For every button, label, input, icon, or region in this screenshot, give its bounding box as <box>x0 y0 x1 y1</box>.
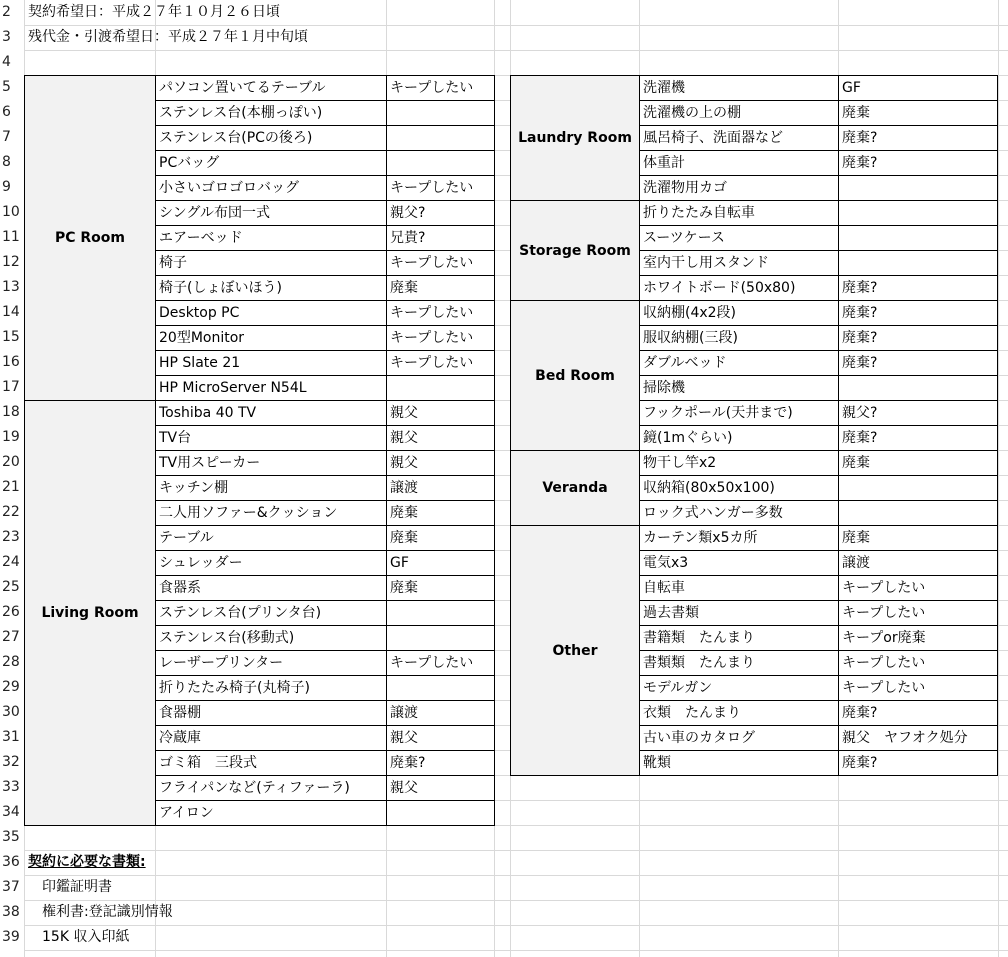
item-status-cell[interactable]: 廃棄 <box>386 575 495 601</box>
row-number[interactable]: 7 <box>2 129 11 145</box>
item-status-cell[interactable] <box>838 175 998 201</box>
room-label[interactable]: Living Room <box>24 400 156 826</box>
item-name-cell[interactable]: カーテン類x5カ所 <box>639 525 839 551</box>
item-name-cell[interactable]: 折りたたみ椅子(丸椅子) <box>155 675 387 701</box>
row-number[interactable]: 29 <box>2 679 20 695</box>
item-name-cell[interactable]: 食器棚 <box>155 700 387 726</box>
item-name-cell[interactable]: Desktop PC <box>155 300 387 326</box>
item-name-cell[interactable]: 服収納棚(三段) <box>639 325 839 351</box>
item-status-cell[interactable]: キープしたい <box>838 600 998 626</box>
item-name-cell[interactable]: ステンレス台(移動式) <box>155 625 387 651</box>
item-name-cell[interactable]: ステンレス台(本棚っぽい) <box>155 100 387 126</box>
row-number[interactable]: 18 <box>2 404 20 420</box>
row-number[interactable]: 28 <box>2 654 20 670</box>
row-number[interactable]: 36 <box>2 854 20 870</box>
item-status-cell[interactable]: 廃棄? <box>838 700 998 726</box>
row-number[interactable]: 17 <box>2 379 20 395</box>
item-status-cell[interactable]: 廃棄 <box>386 500 495 526</box>
item-name-cell[interactable]: 洗濯機の上の棚 <box>639 100 839 126</box>
item-status-cell[interactable]: 親父 ヤフオク処分 <box>838 725 998 751</box>
item-status-cell[interactable]: 廃棄 <box>386 275 495 301</box>
item-status-cell[interactable]: 兄貴? <box>386 225 495 251</box>
item-name-cell[interactable]: フライパンなど(ティファーラ) <box>155 775 387 801</box>
item-status-cell[interactable] <box>386 675 495 701</box>
item-status-cell[interactable] <box>386 150 495 176</box>
row-number[interactable]: 35 <box>2 829 20 845</box>
item-name-cell[interactable]: ホワイトボード(50x80) <box>639 275 839 301</box>
item-name-cell[interactable]: スーツケース <box>639 225 839 251</box>
item-status-cell[interactable] <box>838 375 998 401</box>
document-item[interactable]: 権利書:登記識別情報 <box>42 904 173 920</box>
row-number[interactable]: 2 <box>2 4 11 20</box>
item-name-cell[interactable]: 靴類 <box>639 750 839 776</box>
row-number[interactable]: 24 <box>2 554 20 570</box>
item-status-cell[interactable]: キープしたい <box>386 175 495 201</box>
handover-date[interactable]: 残代金・引渡希望日：平成２７年１月中旬頃 <box>28 29 308 45</box>
item-name-cell[interactable]: ダブルベッド <box>639 350 839 376</box>
item-name-cell[interactable]: 自転車 <box>639 575 839 601</box>
item-status-cell[interactable]: 親父 <box>386 725 495 751</box>
documents-title[interactable]: 契約に必要な書類: <box>28 854 146 870</box>
row-number[interactable]: 12 <box>2 254 20 270</box>
room-label[interactable]: Laundry Room <box>510 75 640 201</box>
item-name-cell[interactable]: パソコン置いてるテーブル <box>155 75 387 101</box>
item-name-cell[interactable]: HP Slate 21 <box>155 350 387 376</box>
item-name-cell[interactable]: 書類類 たんまり <box>639 650 839 676</box>
item-status-cell[interactable]: 廃棄? <box>838 325 998 351</box>
item-status-cell[interactable]: キープしたい <box>838 650 998 676</box>
gridline-horizontal <box>24 875 1008 876</box>
item-status-cell[interactable]: 廃棄 <box>838 450 998 476</box>
item-name-cell[interactable]: 冷蔵庫 <box>155 725 387 751</box>
item-name-cell[interactable]: シュレッダー <box>155 550 387 576</box>
item-status-cell[interactable] <box>838 500 998 526</box>
item-status-cell[interactable] <box>838 200 998 226</box>
item-status-cell[interactable]: 譲渡 <box>386 700 495 726</box>
item-status-cell[interactable]: 廃棄? <box>838 750 998 776</box>
room-label[interactable]: Bed Room <box>510 300 640 451</box>
item-status-cell[interactable] <box>838 475 998 501</box>
item-status-cell[interactable]: 廃棄? <box>386 750 495 776</box>
row-number[interactable]: 15 <box>2 329 20 345</box>
item-status-cell[interactable] <box>386 375 495 401</box>
item-status-cell[interactable]: 廃棄 <box>838 525 998 551</box>
document-item[interactable]: 15K 収入印紙 <box>42 929 130 945</box>
row-number[interactable]: 5 <box>2 79 11 95</box>
item-status-cell[interactable]: キープしたい <box>386 75 495 101</box>
item-name-cell[interactable]: 洗濯物用カゴ <box>639 175 839 201</box>
item-name-cell[interactable]: シングル布団一式 <box>155 200 387 226</box>
item-status-cell[interactable]: 親父 <box>386 425 495 451</box>
row-number[interactable]: 16 <box>2 354 20 370</box>
row-number[interactable]: 37 <box>2 879 20 895</box>
item-name-cell[interactable]: ステンレス台(プリンタ台) <box>155 600 387 626</box>
row-number[interactable]: 32 <box>2 754 20 770</box>
item-name-cell[interactable]: 古い車のカタログ <box>639 725 839 751</box>
item-status-cell[interactable]: 廃棄? <box>838 425 998 451</box>
item-name-cell[interactable]: 食器系 <box>155 575 387 601</box>
item-name-cell[interactable]: 物干し竿x2 <box>639 450 839 476</box>
row-number[interactable]: 38 <box>2 904 20 920</box>
item-status-cell[interactable]: キープしたい <box>386 650 495 676</box>
item-name-cell[interactable]: キッチン棚 <box>155 475 387 501</box>
item-status-cell[interactable] <box>838 250 998 276</box>
item-name-cell[interactable]: ロック式ハンガー多数 <box>639 500 839 526</box>
item-status-cell[interactable]: GF <box>386 550 495 576</box>
item-name-cell[interactable]: レーザープリンター <box>155 650 387 676</box>
item-status-cell[interactable] <box>386 600 495 626</box>
item-name-cell[interactable]: テーブル <box>155 525 387 551</box>
item-name-cell[interactable]: Toshiba 40 TV <box>155 400 387 426</box>
item-status-cell[interactable]: 親父 <box>386 400 495 426</box>
gridline-horizontal <box>24 950 1008 951</box>
item-name-cell[interactable]: 収納箱(80x50x100) <box>639 475 839 501</box>
gridline-horizontal <box>24 850 1008 851</box>
item-name-cell[interactable]: 衣類 たんまり <box>639 700 839 726</box>
item-status-cell[interactable]: 譲渡 <box>386 475 495 501</box>
row-number[interactable]: 23 <box>2 529 20 545</box>
row-number[interactable]: 14 <box>2 304 20 320</box>
item-name-cell[interactable]: 小さいゴロゴロバッグ <box>155 175 387 201</box>
row-number[interactable]: 27 <box>2 629 20 645</box>
item-name-cell[interactable]: モデルガン <box>639 675 839 701</box>
item-status-cell[interactable]: 廃棄? <box>838 300 998 326</box>
row-number[interactable]: 13 <box>2 279 20 295</box>
item-status-cell[interactable]: 廃棄? <box>838 150 998 176</box>
room-label[interactable]: Other <box>510 525 640 776</box>
item-status-cell[interactable]: 廃棄 <box>386 525 495 551</box>
row-number[interactable]: 30 <box>2 704 20 720</box>
item-name-cell[interactable]: TV用スピーカー <box>155 450 387 476</box>
item-name-cell[interactable]: アイロン <box>155 800 387 826</box>
item-name-cell[interactable]: フックポール(天井まで) <box>639 400 839 426</box>
room-label[interactable]: Veranda <box>510 450 640 526</box>
row-number[interactable]: 26 <box>2 604 20 620</box>
item-status-cell[interactable]: 親父? <box>838 400 998 426</box>
item-name-cell[interactable]: ゴミ箱 三段式 <box>155 750 387 776</box>
item-status-cell[interactable] <box>386 125 495 151</box>
row-number[interactable]: 6 <box>2 104 11 120</box>
item-status-cell[interactable] <box>386 100 495 126</box>
row-number[interactable]: 19 <box>2 429 20 445</box>
item-status-cell[interactable]: 親父 <box>386 450 495 476</box>
item-status-cell[interactable] <box>386 800 495 826</box>
item-name-cell[interactable]: 体重計 <box>639 150 839 176</box>
row-number[interactable]: 22 <box>2 504 20 520</box>
row-number[interactable]: 34 <box>2 804 20 820</box>
item-name-cell[interactable]: 掃除機 <box>639 375 839 401</box>
item-status-cell[interactable] <box>838 225 998 251</box>
item-status-cell[interactable]: 廃棄 <box>838 100 998 126</box>
item-name-cell[interactable]: 折りたたみ自転車 <box>639 200 839 226</box>
item-status-cell[interactable]: キープor廃棄 <box>838 625 998 651</box>
item-name-cell[interactable]: 室内干し用スタンド <box>639 250 839 276</box>
item-name-cell[interactable]: ステンレス台(PCの後ろ) <box>155 125 387 151</box>
row-number[interactable]: 4 <box>2 54 11 70</box>
gridline-horizontal <box>24 925 1008 926</box>
document-item[interactable]: 印鑑証明書 <box>42 879 112 895</box>
item-status-cell[interactable]: 親父 <box>386 775 495 801</box>
row-number[interactable]: 3 <box>2 29 11 45</box>
item-name-cell[interactable]: 書籍類 たんまり <box>639 625 839 651</box>
item-status-cell[interactable]: キープしたい <box>838 575 998 601</box>
item-status-cell[interactable]: キープしたい <box>386 350 495 376</box>
row-number[interactable]: 31 <box>2 729 20 745</box>
item-status-cell[interactable]: キープしたい <box>386 250 495 276</box>
item-name-cell[interactable]: 椅子(しょぼいほう) <box>155 275 387 301</box>
row-number[interactable]: 11 <box>2 229 20 245</box>
row-number[interactable]: 39 <box>2 929 20 945</box>
row-number[interactable]: 33 <box>2 779 20 795</box>
item-status-cell[interactable]: GF <box>838 75 998 101</box>
gridline-vertical <box>998 0 999 957</box>
item-name-cell[interactable]: 洗濯機 <box>639 75 839 101</box>
item-name-cell[interactable]: 風呂椅子、洗面器など <box>639 125 839 151</box>
item-name-cell[interactable]: 鏡(1mぐらい) <box>639 425 839 451</box>
row-number[interactable]: 10 <box>2 204 20 220</box>
item-name-cell[interactable]: エアーベッド <box>155 225 387 251</box>
row-number[interactable]: 9 <box>2 179 11 195</box>
item-name-cell[interactable]: 20型Monitor <box>155 325 387 351</box>
room-label[interactable]: PC Room <box>24 75 156 401</box>
item-name-cell[interactable]: TV台 <box>155 425 387 451</box>
item-name-cell[interactable]: 電気x3 <box>639 550 839 576</box>
row-number[interactable]: 21 <box>2 479 20 495</box>
row-number[interactable]: 8 <box>2 154 11 170</box>
item-name-cell[interactable]: 過去書類 <box>639 600 839 626</box>
item-status-cell[interactable]: キープしたい <box>838 675 998 701</box>
row-number[interactable]: 20 <box>2 454 20 470</box>
item-status-cell[interactable]: 廃棄? <box>838 350 998 376</box>
item-status-cell[interactable] <box>386 625 495 651</box>
item-status-cell[interactable]: 親父? <box>386 200 495 226</box>
item-status-cell[interactable]: 廃棄? <box>838 125 998 151</box>
item-status-cell[interactable]: キープしたい <box>386 325 495 351</box>
item-status-cell[interactable]: キープしたい <box>386 300 495 326</box>
item-status-cell[interactable]: 廃棄? <box>838 275 998 301</box>
room-label[interactable]: Storage Room <box>510 200 640 301</box>
item-status-cell[interactable]: 譲渡 <box>838 550 998 576</box>
item-name-cell[interactable]: PCバッグ <box>155 150 387 176</box>
gridline-horizontal <box>24 50 1008 51</box>
row-number[interactable]: 25 <box>2 579 20 595</box>
item-name-cell[interactable]: HP MicroServer N54L <box>155 375 387 401</box>
item-name-cell[interactable]: 収納棚(4x2段) <box>639 300 839 326</box>
contract-date[interactable]: 契約希望日：平成２７年１０月２６日頃 <box>28 4 280 20</box>
item-name-cell[interactable]: 二人用ソファー&クッション <box>155 500 387 526</box>
item-name-cell[interactable]: 椅子 <box>155 250 387 276</box>
